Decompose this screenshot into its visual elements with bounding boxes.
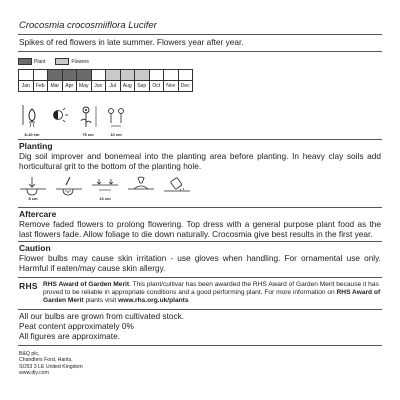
rhs-award-section — [18, 278, 382, 309]
planting-calendar — [18, 69, 204, 95]
add-grit-icon — [54, 175, 84, 201]
month-label-feb: Feb — [33, 80, 49, 92]
sun-partial-shade-icon — [46, 103, 74, 137]
footer-line-stock: All our bulbs are grown from cultivated stock. — [19, 310, 185, 321]
month-label-mar: Mar — [47, 80, 63, 92]
rhs-logo: RHS — [19, 280, 38, 291]
product-label — [18, 18, 382, 377]
month-label-jul: Jul — [105, 80, 121, 92]
month-label-may: May — [76, 80, 92, 92]
address-line: B&Q plc, — [19, 350, 40, 357]
plant-spacing-icon — [102, 103, 130, 137]
month-label-oct: Oct — [149, 80, 165, 92]
address-line: SO53 3 LE United Kingdom — [19, 363, 83, 370]
planting-text: Dig soil improver and bonemeal into the planting area before planting. In heavy clay soils add horticultural grit to the bottom of the planting hole. — [19, 151, 381, 172]
rhs-award-visit: plants visit — [83, 297, 119, 305]
water-in-icon — [162, 175, 192, 201]
bulb-depth-icon — [18, 103, 46, 137]
month-label-aug: Aug — [120, 80, 136, 92]
plant-description: Spikes of red flowers in late summer. Flowers year after year. — [18, 35, 382, 52]
legend-flowers-label: Flowers — [71, 58, 89, 65]
aftercare-heading: Aftercare — [19, 208, 57, 219]
month-label-sep: Sep — [134, 80, 150, 92]
plant-spacing-caption: 10 cm — [110, 132, 122, 137]
planting-steps — [18, 175, 382, 201]
address-line: Chandlers Ford, Hants, — [19, 357, 73, 364]
rhs-award-name-2: RHS Award of Garden Merit — [42, 289, 381, 305]
flower-height-icon — [74, 103, 102, 137]
caution-text: Flower bulbs may cause skin irritation - use gloves when handling. For ornamental use only. Harmful if eaten/may cause skin allergy. — [19, 253, 381, 274]
flower-height-caption: 75 cm — [82, 132, 94, 137]
month-label-dec: Dec — [178, 80, 194, 92]
rhs-award-name: RHS Award of Garden Merit — [42, 280, 130, 288]
month-label-jan: Jan — [18, 80, 34, 92]
footer-line-figures: All figures are approximate. — [19, 331, 120, 342]
calendar-month-row — [18, 81, 204, 93]
bulb-depth-caption: 8-10 cm — [24, 132, 40, 137]
month-label-nov: Nov — [163, 80, 179, 92]
footer-line-peat: Peat content approximately 0% — [19, 320, 134, 331]
growing-info-icons — [18, 103, 382, 137]
calendar-legend — [18, 56, 382, 67]
rhs-award-body: . This plant/cultivar has been awarded the RHS Award of Garden Merit because it has proved to be reliable in appropriate conditions and a good performing plant. For more information on — [42, 280, 379, 297]
legend-plant-label: Plant — [34, 58, 46, 65]
website-url[interactable]: www.diy.com — [19, 370, 49, 377]
caution-heading: Caution — [19, 243, 51, 254]
aftercare-text: Remove faded flowers to prolong flowering. Top dress with a general purpose plant food as the last flowers fade. Allow foliage to die down naturally. Crocosmia give best results in the first year. — [19, 218, 381, 239]
month-label-jun: Jun — [91, 80, 107, 92]
rhs-award-text — [43, 281, 382, 306]
planting-heading: Planting — [19, 141, 53, 151]
dig-depth-caption: 8 cm — [28, 195, 38, 201]
cover-soil-icon — [126, 175, 156, 201]
company-address — [18, 346, 382, 377]
rhs-website-link[interactable]: www.rhs.org.uk/plants — [118, 297, 189, 305]
plant-title: Crocosmia crocosmiiflora Lucifer — [18, 18, 382, 35]
dig-hole-icon — [18, 175, 48, 201]
bulb-spacing-icon — [90, 175, 120, 201]
month-label-apr: Apr — [62, 80, 78, 92]
plant-swatch — [18, 58, 32, 65]
flower-swatch — [55, 58, 69, 65]
bulb-spacing-caption: 10 cm — [99, 195, 111, 201]
